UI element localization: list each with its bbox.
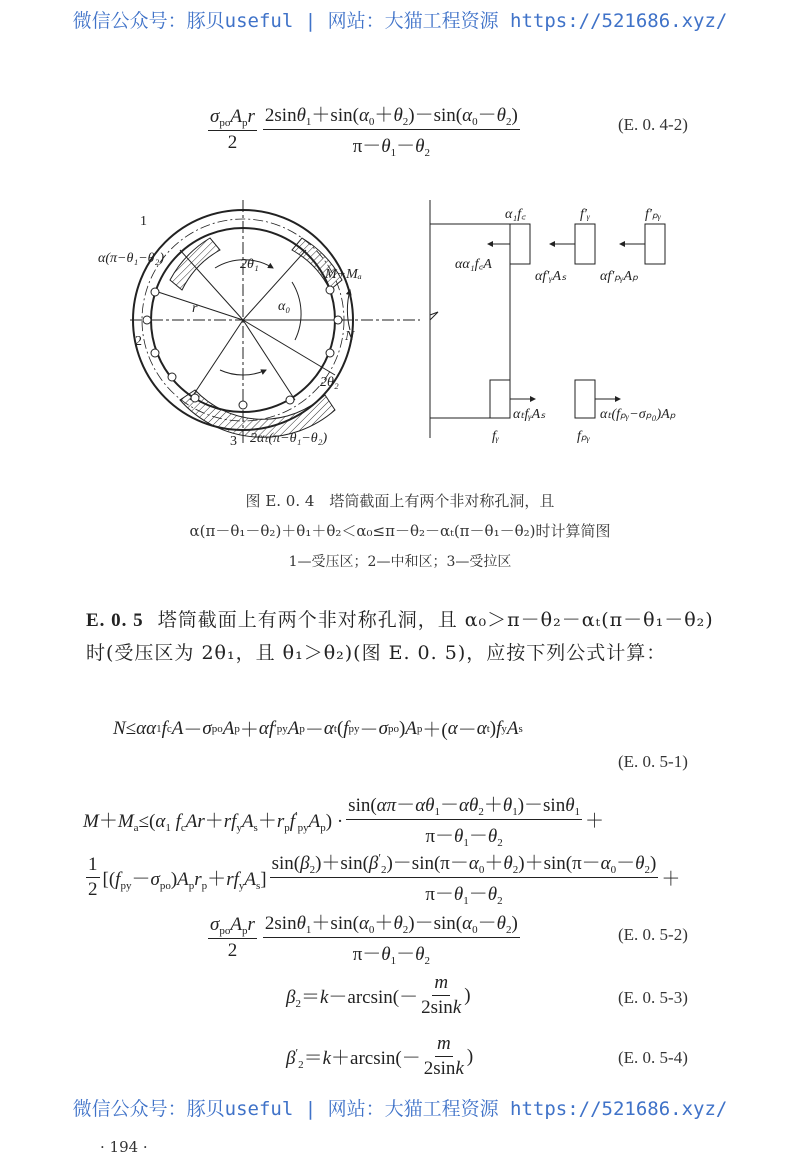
formula-text: $\pi-\theta_1-\theta_2$ bbox=[352, 136, 430, 159]
formula-text: $\beta'_2=k+\arcsin(-$ bbox=[286, 1045, 421, 1071]
label-afpyAp: αf′ₚᵧAₚ bbox=[600, 269, 639, 284]
formula-text: $\pi-\theta_1-\theta_2$ bbox=[425, 884, 503, 907]
figure-caption-condition: α(π－θ₁－θ₂)＋θ₁＋θ₂＜α₀≤π－θ₂－αₜ(π－θ₁－θ₂)时计算简图 bbox=[189, 522, 611, 540]
label-alpha-opening: α(π−θ₁−θ₂) bbox=[98, 251, 165, 266]
label-r: r bbox=[192, 301, 198, 316]
section-e05-paragraph bbox=[86, 604, 726, 670]
formula-text: $\pi-\theta_1-\theta_2$ bbox=[352, 944, 430, 967]
label-fpy: fₚᵧ bbox=[577, 429, 591, 444]
figure-caption-title: 图 E. 0. 4 塔筒截面上有两个非对称孔洞，且 bbox=[245, 492, 555, 510]
zone-2-label: 2 bbox=[135, 334, 142, 349]
formula-text: $\sigma_{po}A_pr$ bbox=[210, 913, 255, 937]
label-moment: M+Mₐ bbox=[325, 267, 362, 282]
watermark-bottom: 微信公众号：豚贝useful | 网站：大猫工程资源 https://521686.xyz/ bbox=[72, 1098, 728, 1120]
label-2theta1: 2θ₁ bbox=[240, 257, 259, 272]
label-afyAs: αf′ᵧAₛ bbox=[535, 269, 567, 284]
formula-text: m bbox=[432, 972, 450, 996]
label-alpha0: α₀ bbox=[278, 299, 291, 314]
formula-text: $\pi-\theta_1-\theta_2$ bbox=[425, 826, 503, 849]
formula-text: $\beta_2=k-\arcsin(-$ bbox=[286, 986, 419, 1010]
equation-e053 bbox=[286, 972, 471, 1019]
label-aa1fcA: αα₁f꜀A bbox=[455, 257, 492, 272]
formula-text: $M+M_a\le(\alpha_1$ $f_cAr+rf_yA_s+r_pf'_{py}A_p$) · bbox=[83, 808, 344, 834]
equation-number: (E. 0. 5-3) bbox=[618, 988, 688, 1007]
stress-diagram bbox=[430, 200, 665, 438]
closing-paren: ) bbox=[466, 1045, 474, 1067]
plus-sign: ＋ bbox=[585, 811, 605, 832]
formula-text: 2sink bbox=[423, 1058, 464, 1079]
equation-e052-line2: $\frac{1}{2}$ $[(f_{py}-\sigma_{po})A_pr_p+rf_yA_s]$ $\frac{\sin(\beta_2)+\sin(\beta'_2)-\sin(\pi-\alpha_0+\theta_2)+\sin(\pi-\alpha_0-\theta_2)}{\pi-\theta_1-\theta_2}$ ＋ bbox=[83, 848, 680, 907]
zone-3-label: 3 bbox=[230, 434, 237, 449]
formula-text: $2\sin\theta_1+\sin(\alpha_0+\theta_2)-\sin(\alpha_0-\theta_2)$ bbox=[263, 100, 520, 130]
formula-text: $2\sin\theta_1+\sin(\alpha_0+\theta_2)-\sin(\alpha_0-\theta_2)$ bbox=[263, 908, 520, 938]
formula-text: $[(f_{py}-\sigma_{po})A_pr_p+rf_yA_s]$ bbox=[102, 868, 267, 892]
plus-sign: ＋ bbox=[661, 869, 681, 890]
equation-e051: N ≤ αα 1 f c A － σ po A p ＋ αf ′ py A p － α t ( f py － σ po ) A p ＋( α － α t ) f y A s bbox=[113, 717, 523, 741]
equation-number: (E. 0. 4-2) bbox=[618, 115, 688, 134]
formula-text: $\sigma_{po}A_pr$ bbox=[210, 105, 255, 129]
watermark-top: 微信公众号：豚贝useful | 网站：大猫工程资源 https://521686.xyz/ bbox=[72, 10, 728, 32]
figure-e04-diagram bbox=[80, 190, 720, 460]
equation-e054 bbox=[286, 1033, 473, 1080]
label-atfyAs: αₜfᵧAₛ bbox=[513, 407, 546, 422]
label-axial-force: N bbox=[345, 329, 355, 344]
figure-caption-legend: 1—受压区；2—中和区；3—受拉区 bbox=[288, 554, 512, 570]
label-fpy-prime: f′ₚᵧ bbox=[645, 207, 662, 222]
equation-number: (E. 0. 5-2) bbox=[618, 925, 688, 944]
equation-number: (E. 0. 5-1) bbox=[618, 752, 688, 771]
equation-e052-line1 bbox=[83, 790, 604, 849]
section-text: 塔筒截面上有两个非对称孔洞，且 α₀＞π－θ₂－αₜ(π－θ₁－θ₂)时(受压区为 2θ₁，且 θ₁＞θ₂)(图 E. 0. 5)，应按下列公式计算： bbox=[86, 609, 714, 664]
equation-number: (E. 0. 5-4) bbox=[618, 1048, 688, 1067]
formula-text: m bbox=[435, 1033, 453, 1057]
label-2alphat: 2αₜ(π−θ₁−θ₂) bbox=[250, 431, 328, 446]
ring-section bbox=[130, 200, 420, 445]
label-a1fc: α₁f꜀ bbox=[505, 207, 526, 222]
label-atfpy: αₜ(fₚᵧ−σₚ₀)Aₚ bbox=[600, 407, 676, 422]
equation-e042: $\frac{\sigma_{po}A_pr}{2}$ $\frac{2\sin\theta_1+\sin(\alpha_0+\theta_2)-\sin(\alpha_0-\theta_2)}{\pi-\theta_1-\theta_2}$ bbox=[205, 100, 523, 159]
formula-text: $\sin(\alpha\pi-\alpha\theta_1-\alpha\theta_2+\theta_1)-\sin\theta_1$ bbox=[346, 790, 582, 820]
formula-text: $\sin(\beta_2)+\sin(\beta'_2)-\sin(\pi-\alpha_0+\theta_2)+\sin(\pi-\alpha_0-\theta_2)$ bbox=[270, 848, 659, 878]
equation-e052-line3: $\frac{\sigma_{po}A_pr}{2}$ $\frac{2\sin\theta_1+\sin(\alpha_0+\theta_2)-\sin(\alpha_0-\theta_2)}{\pi-\theta_1-\theta_2}$ bbox=[205, 908, 523, 967]
formula-text: 2sink bbox=[421, 997, 462, 1018]
label-2theta2: 2θ₂ bbox=[320, 375, 339, 390]
page-number: · 194 · bbox=[100, 1138, 148, 1156]
section-number: E. 0. 5 bbox=[86, 610, 144, 631]
label-fy-prime: f′ᵧ bbox=[580, 207, 591, 222]
label-fy: fᵧ bbox=[492, 429, 500, 444]
closing-paren: ) bbox=[464, 984, 471, 1006]
zone-1-label: 1 bbox=[140, 214, 147, 229]
